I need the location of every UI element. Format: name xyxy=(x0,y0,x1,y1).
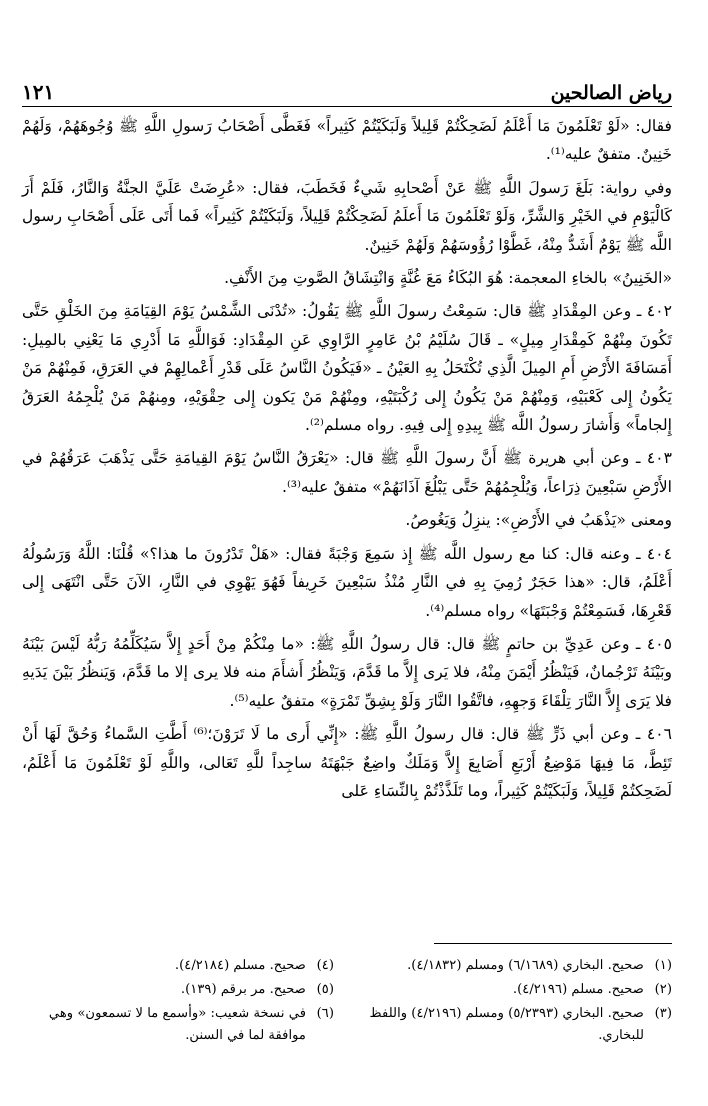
footnote-separator xyxy=(434,943,672,944)
footnote xyxy=(360,955,672,977)
footnote-number: (٣) xyxy=(654,1006,672,1021)
footnote xyxy=(22,979,334,1001)
footnotes xyxy=(22,955,672,1047)
running-header xyxy=(22,78,672,107)
hadith-406: ٤٠٦ ـ وعن أبي ذَرٍّ ﷺ قال: قال رسولُ اللَّهِ ﷺ: «إِنِّي أَرى ما لَا تَرَوْنَ؛⁽⁶⁾ أَطَّتِ السَّماءُ وَحُقَّ لَهَا أَنْ تَئِطَّ، مَا فِيهَا مَوْضِعُ أَرْبَعِ أَصَابِعَ إِلاَّ وَمَلَكٌ واضِعٌ جَبْهَتَهُ ساجِداً للَّهِ تَعَالى، واللَّهِ لَوْ تَعْلَمُونَ مَا أَعْلَمُ، لَضَحِكتُمْ قَلِيلاً، وَلَبَكَيْتُمْ كَثِيراً، وما تَلَذَّذْتُمْ بِالنِّسَاءِ عَلى xyxy=(22,725,672,800)
page-number: ١٢١ xyxy=(22,80,55,104)
footnote xyxy=(360,979,672,1001)
paragraph: وفي رواية: بَلَغَ رَسولَ اللَّهِ ﷺ عَنْ أَصْحابِهِ شَيءٌ فَخَطَبَ، فقال: «عُرِضَتْ عَلَيَّ الجنَّةُ وَالنَّارُ، فَلَمْ أَرَ كَالْيَوْمِ في الخَيْرِ وَالشَّرِّ، وَلَوْ تَعْلَمُونَ مَا أَعلَمُ لَضَحِكْتُمْ قَلِيلاً، وَلَبَكَيْتُمْ كَثِيراً» فَما أَتَى عَلَى أَصْحَابِ رسول اللَّه ﷺ يَوْمٌ أَشَدُّ مِنْهُ، غَطَّوْا رُؤُوسَهُمْ وَلَهُمْ خَنِينٌ. xyxy=(22,178,672,254)
hadith-405: ٤٠٥ ـ وعن عَدِيِّ بن حاتمٍ ﷺ قال: قال رسولُ اللَّهِ ﷺ: «ما مِنْكُمْ مِنْ أَحَدٍ إِلاَّ سَيُكَلِّمُهُ رَبُّهُ لَيْسَ بَيْنَهُ وبَيْنَهُ تَرْجُمانٌ، فَيَنْظُرُ أَيْمَنَ مِنْهُ، فلا يَرى إِلاَّ ما قَدَّمَ، وَيَنْظُرُ أَشأَمَ منه فلا يرى إلا ما قَدَّمَ، وَيَنظُرُ بَيْنَ يَدَيهِ فلا يَرَى إِلاَّ النَّارَ تِلْقَاءَ وَجهِهِ، فاتَّقُوا النَّارَ وَلَوْ بِشِقِّ تَمْرَةٍ» متفقٌ عليه⁽⁵⁾. xyxy=(22,634,672,710)
footnote-text: صحيح. مسلم (٤/٢١٨٤). xyxy=(174,958,306,973)
footnote xyxy=(22,955,334,977)
paragraph: ومعنى «يَذْهَبُ في الأَرْضِ»: ينزِلُ وَيَغُوصُ. xyxy=(405,511,672,530)
footnote-text: صحيح. مسلم (٤/٢١٩٦). xyxy=(512,982,644,997)
footnote xyxy=(360,1003,672,1047)
hadith-402: ٤٠٢ ـ وعن المِقْدَادِ ﷺ قال: سَمِعْتُ رسولَ اللَّهِ ﷺ يَقُولُ: «تُدْنَى الشَّمْسُ يَوْمَ القِيَامَةِ مِنَ الخَلْقِ حَتَّى تَكُونَ مِنْهُمْ كَمِقْدَارِ مِيلٍ» ـ قَالَ سُلَيْمُ بْنُ عَامِرٍ الرَّاوِي عَنِ المِقْدَادِ: فَوَاللَّهِ مَا أَدْرِي مَا يَعْنِي بالمِيلِ: أَمَسَافَةَ الأَرْضِ أَمِ المِيلَ الَّذِي تُكْتَحَلُ بِهِ العَيْنُ ـ «فَيَكُونُ النَّاسُ عَلَى قَدْرِ أَعْمالِهِمْ في العَرَقِ، فَمِنْهُمْ مَنْ يَكُونُ إِلى كَعْبَيْهِ، وَمِنْهُمْ مَنْ يَكُونُ إِلى رُكْبَتَيْهِ، ومِنْهُمْ مَنْ يَكون إِلى حِقْوَيْهِ، ومِنهُمْ مَنْ يُلْجِمُهُ العَرَقُ إِلجاماً» وَأَشارَ رسولُ اللَّه ﷺ بِيدِهِ إِلى فِيهِ. رواه مسلم⁽²⁾. xyxy=(22,302,672,435)
footnote-number: (٢) xyxy=(654,982,672,997)
hadith-403: ٤٠٣ ـ وعن أبي هريرة ﷺ أَنَّ رسولَ اللَّهِ ﷺ قال: «يَعْرَقُ النَّاسُ يَوْمَ القِيامَةِ حَتَّى يَذْهَبَ عَرَقُهُمْ في الأَرْضِ سَبْعِينَ ذِرَاعاً، وَيُلْجِمُهُمْ حَتَّى يَبْلُغَ آذَانَهُمْ» متفقٌ عليه⁽³⁾. xyxy=(22,449,672,496)
page-body xyxy=(22,112,672,810)
book-title: رياض الصالحين xyxy=(550,82,672,104)
footnote-number: (٦) xyxy=(316,1006,334,1021)
footnote-number: (٤) xyxy=(316,958,334,973)
footnote-text: صحيح. البخاري (٥/٢٣٩٣) ومسلم (٤/٢١٩٦) واللفظ للبخاري. xyxy=(369,1006,644,1043)
footnote xyxy=(22,1003,334,1047)
footnote-text: صحيح. البخاري (٦/١٦٨٩) ومسلم (٤/١٨٣٢). xyxy=(407,958,644,973)
paragraph: فقال: «لَوْ تَعْلَمُونَ مَا أَعْلَمُ لَضَحِكْتُمْ قَلِيلاً وَلَبَكَيْتُمْ كَثِيراً» فَغَطَّى أَصْحَابُ رَسولِ اللَّهِ ﷺ وُجُوهَهُمْ، وَلَهُمْ خَنِينٌ. متفقٌ عليه⁽¹⁾. xyxy=(22,117,672,164)
footnote-number: (١) xyxy=(654,958,672,973)
footnote-number: (٥) xyxy=(316,982,334,997)
footnote-text: صحيح. مر برقم (١٣٩). xyxy=(180,982,306,997)
footnote-text: في نسخة شعيب: «وأسمع ما لا تسمعون» وهي موافقة لما في السنن. xyxy=(48,1006,306,1043)
paragraph: «الخَنِينُ» بالخاءِ المعجمة: هُوَ البُكَاءُ مَعَ غُنَّةٍ وَانْتِشَاقُ الصَّوتِ مِنَ الأَنْفِ. xyxy=(224,269,672,288)
hadith-404: ٤٠٤ ـ وعنه قال: كنا مع رسول اللَّه ﷺ إِذ سَمِعَ وَجْبَةً فقال: «هَلْ تَدْرُونَ ما هذا؟» قُلْنَا: اللَّهُ وَرَسُولُهُ أَعْلَمُ، قال: «هذا حَجَرٌ رُمِيَ بِهِ في النَّارِ مُنْذُ سَبْعِينَ خَرِيفاً فَهُوَ يَهْوِي في النَّارِ، الآنَ حَتَّى انْتَهَى إِلى قَعْرِهَا، فَسَمِعْتُمْ وَجْبَتَهَا» رواه مسلم⁽⁴⁾. xyxy=(22,544,672,620)
